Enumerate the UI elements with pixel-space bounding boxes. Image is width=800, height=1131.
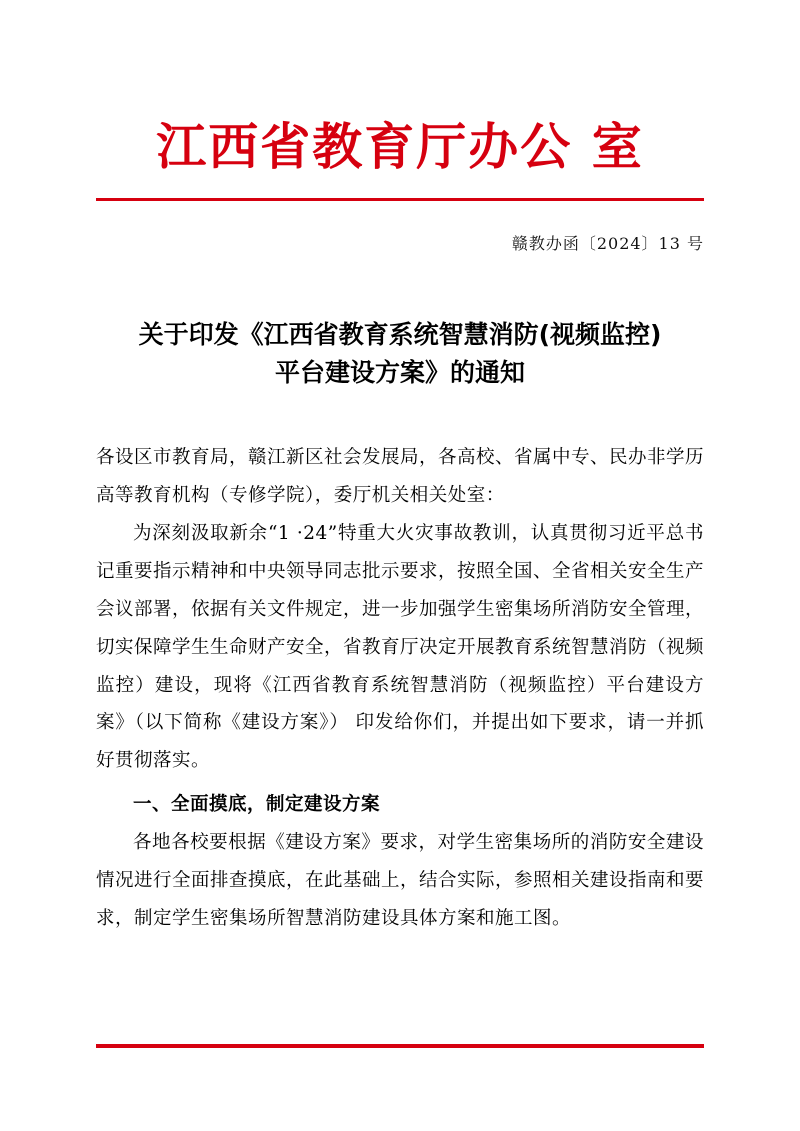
page-title-line-2: 平台建设方案》的通知 [274, 358, 525, 388]
document-number: 赣教办函〔2024〕13 号 [511, 233, 704, 253]
section-heading-one: 一、全面摸底，制定建设方案 [133, 794, 381, 816]
issuing-authority-title: 江西省教育厅办公 室 [156, 117, 644, 176]
page-title [96, 316, 704, 394]
footer-divider [96, 1044, 704, 1048]
preamble-paragraph: 为深刻汲取新余“1 ·24”特重大火灾事故教训，认真贯彻习近平总书记重要指示精神和中央领导同志批示要求，按照全国、全省相关安全生产会议部署，依据有关文件规定，进一步加强学生密集场所消防安全管理，切实保障学生生命财产安全，省教育厅决定开展教育系统智慧消防（视频监控）建设，现将《江西省教育系统智慧消防（视频监控）平台建设方案》（以下简称《建设方案》） 印发给你们，并提出如下要求，请一并抓好贯彻落实。 [96, 522, 705, 772]
section-one-paragraph: 各地各校要根据《建设方案》要求，对学生密集场所的消防安全建设情况进行全面排查摸底，在此基础上，结合实际，参照相关建设指南和要求，制定学生密集场所智慧消防建设具体方案和施工图。 [96, 832, 705, 930]
masthead-divider [96, 198, 704, 201]
document-body [96, 439, 704, 938]
addressee-paragraph: 各设区市教育局，赣江新区社会发展局，各高校、省属中专、民办非学历高等教育机构（专修学院），委厅机关相关处室： [96, 447, 705, 506]
page-title-line-1: 关于印发《江西省教育系统智慧消防(视频监控) [138, 319, 662, 349]
masthead [96, 0, 704, 201]
